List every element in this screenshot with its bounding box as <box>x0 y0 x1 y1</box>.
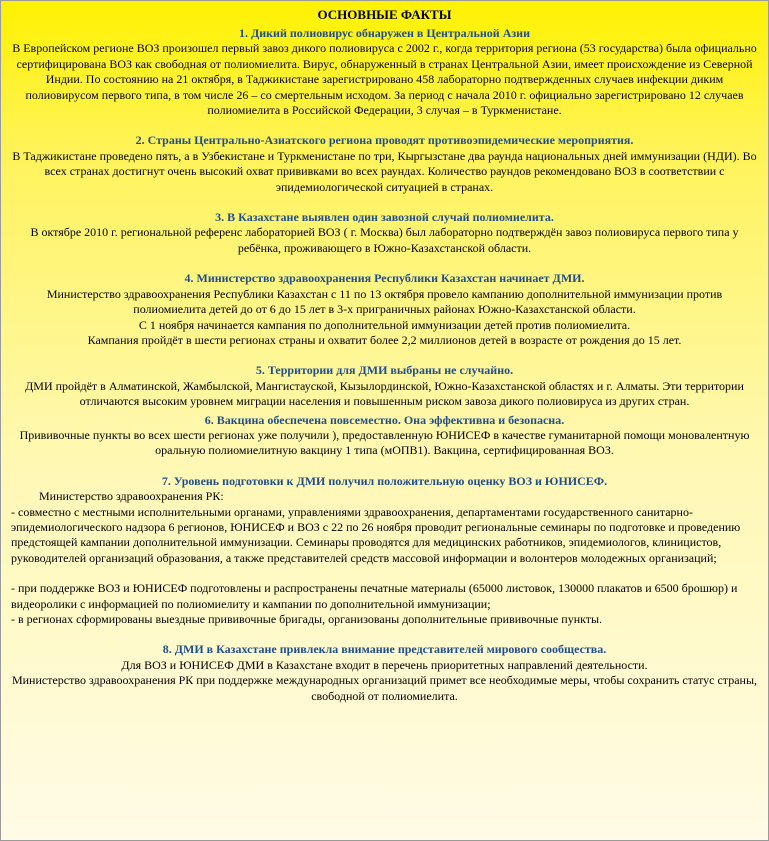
section-4-text-3: Кампания пройдёт в шести регионах страны и охватит более 2,2 миллионов детей в возрасте от рождения до 15 лет. <box>87 332 682 347</box>
section-6 <box>11 413 758 459</box>
spacer <box>11 118 758 133</box>
section-4-text-2: С 1 ноября начинается кампания по дополнительной иммунизации детей против полиомиелита. <box>138 317 631 332</box>
section-4-title: 4. Министерство здравоохранения Республики Казахстан начинает ДМИ. <box>184 271 585 286</box>
section-8-text-2: Министерство здравоохранения РК при поддержке международных организаций примет все необходимые меры, чтобы сохранить статус страны, свободной от полиомиелита. <box>11 673 758 703</box>
section-1-title: 1. Дикий полиовирус обнаружен в Центральной Азии <box>238 26 531 40</box>
section-5-text: ДМИ пройдёт в Алматинской, Жамбылской, Мангистауской, Кызылординской, Южно-Казахстанской областях и г. Алматы. Эти территории отличаются высоким уровнем миграции населения и повышенным риском завоза дикого полиовируса из других стран. <box>25 378 744 409</box>
section-4 <box>11 271 758 348</box>
page-title: ОСНОВНЫЕ ФАКТЫ <box>317 7 452 22</box>
section-7-title: 7. Уровень подготовки к ДМИ получил положительную оценку ВОЗ и ЮНИСЕФ. <box>161 473 608 488</box>
section-5-title: 5. Территории для ДМИ выбраны не случайно. <box>255 363 514 378</box>
section-7-intro: Министерство здравоохранения РК: <box>39 489 224 504</box>
section-6-title: 6. Вакцина обеспечена повсеместно. Она эффективна и безопасна. <box>204 412 565 427</box>
section-7-item-3: - в регионах сформированы выездные прививочные бригады, организованы дополнительные прививочные пункты. <box>11 612 603 626</box>
spacer <box>11 566 758 581</box>
section-1 <box>11 26 758 118</box>
section-8-title: 8. ДМИ в Казахстане привлекла внимание представителей мирового сообщества. <box>162 642 607 657</box>
spacer <box>11 459 758 474</box>
section-3-text: В октябре 2010 г. региональной референс лабораторией ВОЗ ( г. Москва) был лабораторно подтверждён завоз полиовируса первого типа у ребёнка, проживающего в Южно-Казахстанской области. <box>30 225 739 255</box>
section-8-text-1: Для ВОЗ и ЮНИСЕФ ДМИ в Казахстане входит в перечень приоритетных направлений деятельности. <box>121 657 648 672</box>
section-1-text: В Европейском регионе ВОЗ произошел первый завоз дикого полиовируса с 2002 г., когда территория региона (53 государства) была официально сертифицирована ВОЗ как свободная от полиомиелита. Вирус, обнаруженный в странах Центральной Азии, имеет происхождение из Северной Индии. По состоянию на 21 октября, в Таджикистане зарегистрировано 458 лабораторно подтвержденных случаев инфекции диким полиовирусом первого типа, в том числе 26 – со смертельным исходом. За период с начала 2010 г. официально зарегистрировано 12 случаев полиомиелита в Российской Федерации, 3 случая – в Туркменистане. <box>12 41 757 118</box>
spacer <box>11 627 758 642</box>
fact-sheet-content <box>1 1 768 704</box>
section-7-item-1: - совместно с местными исполнительными органами, управлениями здравоохранения, департаментами государственного санитарно-эпидемиологического надзора 6 регионов, ЮНИСЕФ и ВОЗ с 22 по 26 ноября проводит региональные семинары по подготовке и проведению предстоящей кампании дополнительной иммунизации. Семинары проводятся для медицинских работников, эпидемиологов, клиницистов, руководителей организаций образования, а также представителей средств массовой информации и волонтеров молодежных организаций; <box>11 504 741 565</box>
spacer <box>11 256 758 271</box>
section-3-title: 3. В Казахстане выявлен один завозной случай полиомиелита. <box>215 210 554 225</box>
section-2 <box>11 133 758 195</box>
section-2-title: 2. Страны Центрально-Азиатского региона проводят противоэпидемические мероприятия. <box>135 133 634 148</box>
section-7-item-2: - при поддержке ВОЗ и ЮНИСЕФ подготовлены и распространены печатные материалы (65000 листовок, 130000 плакатов и 6500 брошюр) и видеоролики с информацией по полиомиелиту и кампании по дополнительной иммунизации; <box>11 581 738 611</box>
section-6-text: Прививочные пункты во всех шести регионах уже получили ), предоставленную ЮНИСЕФ в качестве гуманитарной помощи моновалентную оральную полиомиелитную вакцину 1 типа (мОПВ1). Вакцина, сертифицированная ВОЗ. <box>19 427 750 458</box>
section-7 <box>11 474 758 628</box>
spacer <box>11 195 758 210</box>
section-3 <box>11 210 758 256</box>
section-4-text-1: Министерство здравоохранения Республики Казахстан с 11 по 13 октября провело кампанию дополнительной иммунизации против полиомиелита детей до от 6 до 15 лет в 3-х приграничных районах Южно-Казахстанской области. <box>46 286 723 317</box>
section-2-text: В Таджикистане проведено пять, а в Узбекистане и Туркменистане по три, Кыргызстане два раунда национальных дней иммунизации (НДИ). Во всех странах достигнут очень высокий охват прививками во всех раундах. Количество раундов рекомендовано ВОЗ в соответствии с эпидемиологической ситуацией в странах. <box>12 148 757 194</box>
section-8 <box>11 642 758 704</box>
spacer <box>11 348 758 363</box>
section-5 <box>11 363 758 409</box>
